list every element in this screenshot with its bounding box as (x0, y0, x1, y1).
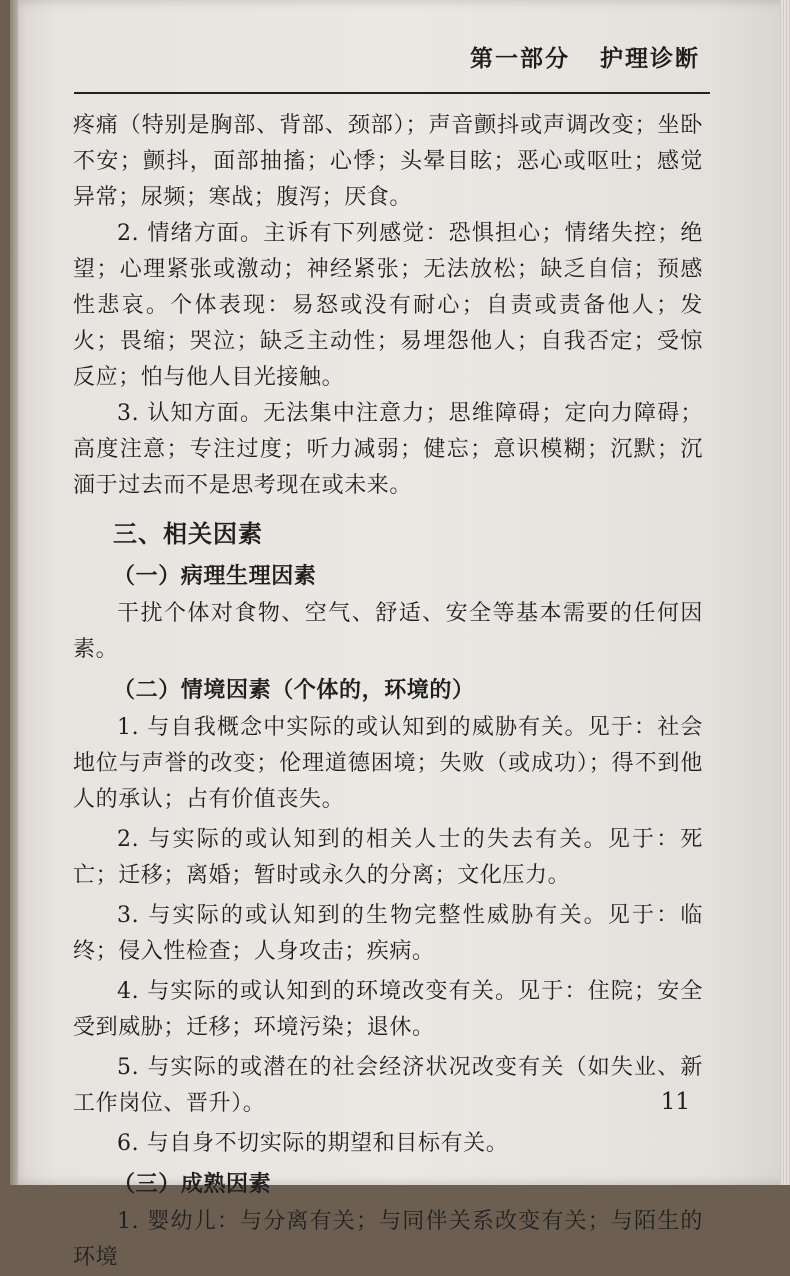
list-item: 1. 与自我概念中实际的或认知到的威胁有关。见于：社会地位与声誉的改变；伦理道德困境；失败（或成功）；得不到他人的承认；占有价值丧失。 (73, 715, 703, 812)
paragraph-emotional: 2. 情绪方面。主诉有下列感觉：恐惧担心；情绪失控；绝望；心理紧张或激动；神经紧张；无法放松；缺乏自信；预感性悲哀。个体表现：易怒或没有耐心；自责或责备他人；发火；畏缩；哭泣；缺乏主动性；易埋怨他人；自我否定；受惊反应；怕与他人目光接触。 (73, 221, 703, 390)
subsection-heading-situational: （二）情境因素（个体的，环境的） (113, 677, 475, 703)
paragraph-continued: 疼痛（特别是胸部、背部、颈部）；声音颤抖或声调改变；坐卧不安；颤抖，面部抽搐；心悸；头晕目眩；恶心或呕吐；感觉异常；尿频；寒战；腹泻；厌食。 (73, 113, 703, 210)
list-item: 3. 与实际的或认知到的生物完整性威胁有关。见于：临终；侵入性检查；人身攻击；疾病。 (73, 903, 703, 964)
page-number: 11 (660, 1089, 690, 1115)
book-page (10, 0, 790, 1270)
page-body (73, 108, 703, 1276)
situational-items (73, 710, 703, 1162)
list-item: 6. 与自身不切实际的期望和目标有关。 (117, 1131, 509, 1156)
list-item: 4. 与实际的或认知到的环境改变有关。见于：住院；安全受到威胁；迁移；环境污染；退休。 (73, 979, 703, 1040)
paragraph-pathophysiological: 干扰个体对食物、空气、舒适、安全等基本需要的任何因素。 (73, 601, 703, 662)
section-heading-related-factors: 三、相关因素 (113, 519, 263, 548)
subsection-heading-maturational: （三）成熟因素 (113, 1171, 272, 1197)
book-spine (10, 0, 18, 1185)
page-edge (780, 0, 790, 1185)
running-header-title: 第一部分 护理诊断 (469, 45, 700, 72)
list-item: 2. 与实际的或认知到的相关人士的失去有关。见于：死亡；迁移；离婚；暂时或永久的分离；文化压力。 (73, 827, 703, 888)
paragraph-cognitive: 3. 认知方面。无法集中注意力；思维障碍；定向力障碍；高度注意；专注过度；听力减弱；健忘；意识模糊；沉默；沉湎于过去而不是思考现在或未来。 (73, 401, 703, 498)
paragraph-maturational-item: 1. 婴幼儿：与分离有关；与同伴关系改变有关；与陌生的环境 (73, 1209, 703, 1270)
subsection-heading-pathophysiological: （一）病理生理因素 (113, 563, 317, 589)
list-item: 5. 与实际的或潜在的社会经济状况改变有关（如失业、新工作岗位、晋升）。 (73, 1055, 703, 1116)
header-rule (74, 92, 710, 94)
